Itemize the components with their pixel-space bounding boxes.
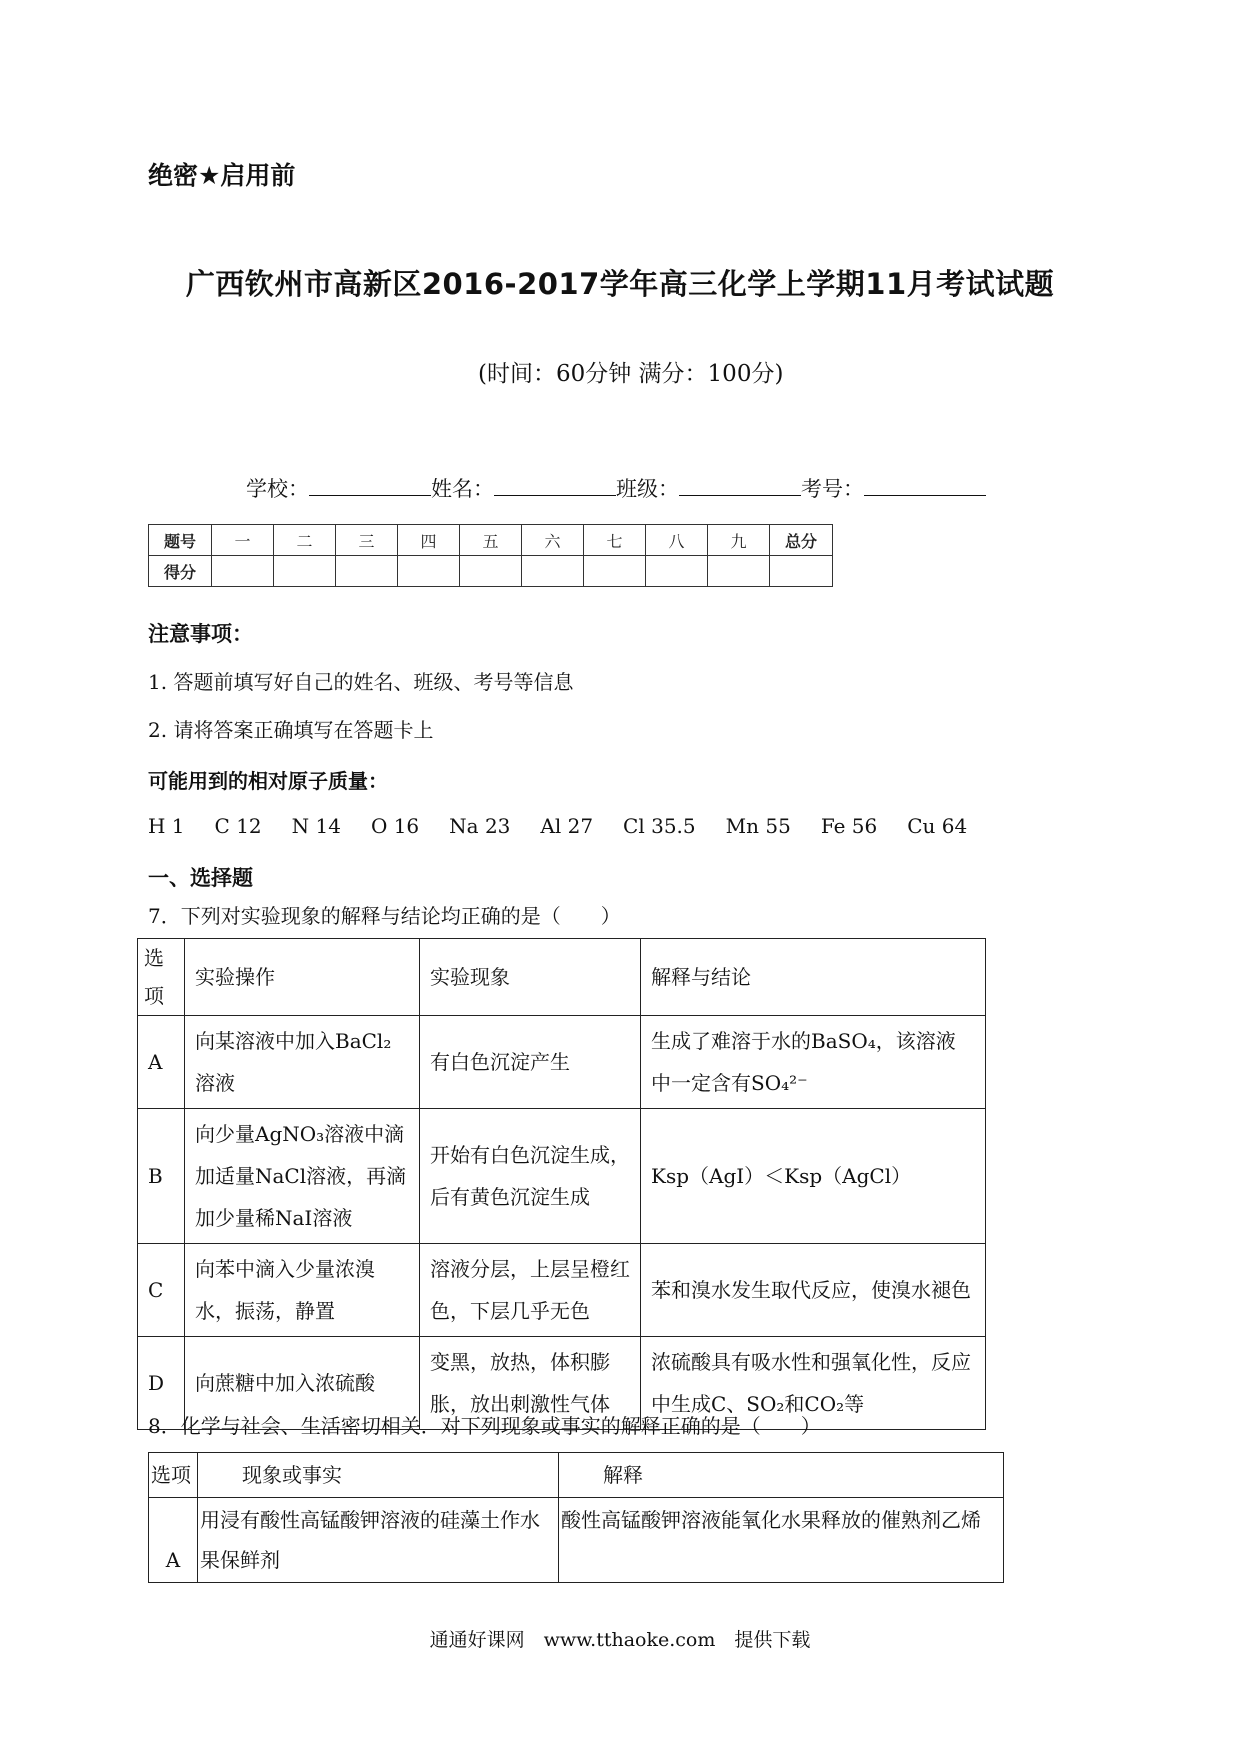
name-label: 姓名： bbox=[431, 477, 494, 501]
option-label: C bbox=[138, 1244, 185, 1337]
question-8-table bbox=[148, 1452, 1004, 1583]
atomic-mass-item: Mn 55 bbox=[725, 814, 791, 838]
operation-cell: 向某溶液中加入BaCl₂溶液 bbox=[185, 1016, 420, 1109]
operation-cell: 向少量AgNO₃溶液中滴加适量NaCl溶液，再滴加少量稀NaI溶液 bbox=[185, 1109, 420, 1244]
operation-cell: 向苯中滴入少量浓溴水，振荡，静置 bbox=[185, 1244, 420, 1337]
conclusion-cell: Ksp（AgI）＜Ksp（AgCl） bbox=[641, 1109, 986, 1244]
atomic-mass-item: Na 23 bbox=[449, 814, 511, 838]
score-col-total: 总分 bbox=[770, 525, 833, 556]
table-row bbox=[138, 1109, 986, 1244]
option-label: D bbox=[138, 1337, 185, 1430]
exam-title: 广西钦州市高新区2016-2017学年高三化学上学期11月考试试题 bbox=[185, 267, 1055, 301]
score-col: 九 bbox=[708, 525, 770, 556]
score-col: 五 bbox=[460, 525, 522, 556]
student-info-line bbox=[246, 473, 986, 503]
class-blank[interactable] bbox=[679, 473, 801, 496]
score-header-label: 题号 bbox=[149, 525, 212, 556]
school-label: 学校： bbox=[246, 477, 309, 501]
header-explanation: 解释 bbox=[559, 1453, 1004, 1498]
question-7-table bbox=[137, 938, 986, 1430]
atomic-mass-item: C 12 bbox=[214, 814, 262, 838]
score-cell[interactable] bbox=[646, 556, 708, 587]
notes-heading: 注意事项： bbox=[148, 622, 253, 646]
atomic-mass-item: N 14 bbox=[291, 814, 341, 838]
option-label: A bbox=[138, 1016, 185, 1109]
explanation-cell: 酸性高锰酸钾溶液能氧化水果释放的催熟剂乙烯 bbox=[559, 1498, 1004, 1583]
score-value-row bbox=[149, 556, 833, 587]
score-col: 四 bbox=[398, 525, 460, 556]
atomic-mass-item: Fe 56 bbox=[820, 814, 878, 838]
header-fact: 现象或事实 bbox=[198, 1453, 559, 1498]
score-header-row bbox=[149, 525, 833, 556]
question-8-stem: 8．化学与社会、生活密切相关．对下列现象或事实的解释正确的是（ ） bbox=[148, 1414, 821, 1438]
score-table bbox=[148, 524, 833, 587]
exam-time-score: (时间：60分钟 满分：100分) bbox=[478, 361, 784, 387]
header-option: 选项 bbox=[149, 1453, 198, 1498]
phenomenon-cell: 有白色沉淀产生 bbox=[420, 1016, 641, 1109]
question-7-stem: 7．下列对实验现象的解释与结论均正确的是（ ） bbox=[148, 904, 621, 928]
score-cell[interactable] bbox=[584, 556, 646, 587]
phenomenon-cell: 开始有白色沉淀生成，后有黄色沉淀生成 bbox=[420, 1109, 641, 1244]
number-blank[interactable] bbox=[864, 473, 986, 496]
score-cell[interactable] bbox=[460, 556, 522, 587]
score-cell[interactable] bbox=[522, 556, 584, 587]
atomic-mass-item: Al 27 bbox=[540, 814, 594, 838]
table-row bbox=[138, 1016, 986, 1109]
atomic-mass-list bbox=[148, 814, 997, 838]
table-row bbox=[149, 1498, 1004, 1583]
score-col: 八 bbox=[646, 525, 708, 556]
score-col: 二 bbox=[274, 525, 336, 556]
table-row bbox=[138, 1244, 986, 1337]
section-heading: 一、选择题 bbox=[148, 866, 253, 890]
conclusion-cell: 苯和溴水发生取代反应，使溴水褪色 bbox=[641, 1244, 986, 1337]
atomic-mass-item: O 16 bbox=[370, 814, 420, 838]
atomic-mass-item: Cu 64 bbox=[907, 814, 968, 838]
table-header-row bbox=[138, 939, 986, 1016]
score-col: 七 bbox=[584, 525, 646, 556]
option-label: B bbox=[138, 1109, 185, 1244]
footer-source: 通通好课网 www.tthaoke.com 提供下载 bbox=[429, 1629, 811, 1651]
note-item: 2. 请将答案正确填写在答题卡上 bbox=[148, 718, 434, 742]
header-phenomenon: 实验现象 bbox=[420, 939, 641, 1016]
score-cell[interactable] bbox=[708, 556, 770, 587]
score-col: 三 bbox=[336, 525, 398, 556]
header-option: 选项 bbox=[138, 939, 185, 1016]
score-cell[interactable] bbox=[770, 556, 833, 587]
conclusion-cell: 生成了难溶于水的BaSO₄，该溶液中一定含有SO₄²⁻ bbox=[641, 1016, 986, 1109]
score-cell[interactable] bbox=[274, 556, 336, 587]
phenomenon-cell: 溶液分层，上层呈橙红色，下层几乎无色 bbox=[420, 1244, 641, 1337]
score-col: 六 bbox=[522, 525, 584, 556]
option-label: A bbox=[149, 1498, 198, 1583]
fact-cell: 用浸有酸性高锰酸钾溶液的硅藻土作水果保鲜剂 bbox=[198, 1498, 559, 1583]
confidential-label: 绝密★启用前 bbox=[148, 161, 296, 190]
header-conclusion: 解释与结论 bbox=[641, 939, 986, 1016]
atomic-mass-heading: 可能用到的相对原子质量： bbox=[148, 769, 388, 793]
atomic-mass-item: Cl 35.5 bbox=[623, 814, 696, 838]
score-row-label: 得分 bbox=[149, 556, 212, 587]
header-operation: 实验操作 bbox=[185, 939, 420, 1016]
score-cell[interactable] bbox=[398, 556, 460, 587]
name-blank[interactable] bbox=[494, 473, 616, 496]
note-item: 1. 答题前填写好自己的姓名、班级、考号等信息 bbox=[148, 670, 574, 694]
table-header-row bbox=[149, 1453, 1004, 1498]
number-label: 考号： bbox=[801, 477, 864, 501]
score-cell[interactable] bbox=[212, 556, 274, 587]
school-blank[interactable] bbox=[309, 473, 431, 496]
phenomenon-cell: 变黑，放热，体积膨胀，放出刺激性气体 bbox=[420, 1337, 641, 1430]
score-cell[interactable] bbox=[336, 556, 398, 587]
conclusion-cell: 浓硫酸具有吸水性和强氧化性，反应中生成C、SO₂和CO₂等 bbox=[641, 1337, 986, 1430]
class-label: 班级： bbox=[616, 477, 679, 501]
atomic-mass-item: H 1 bbox=[148, 814, 185, 838]
score-col: 一 bbox=[212, 525, 274, 556]
operation-cell: 向蔗糖中加入浓硫酸 bbox=[185, 1337, 420, 1430]
